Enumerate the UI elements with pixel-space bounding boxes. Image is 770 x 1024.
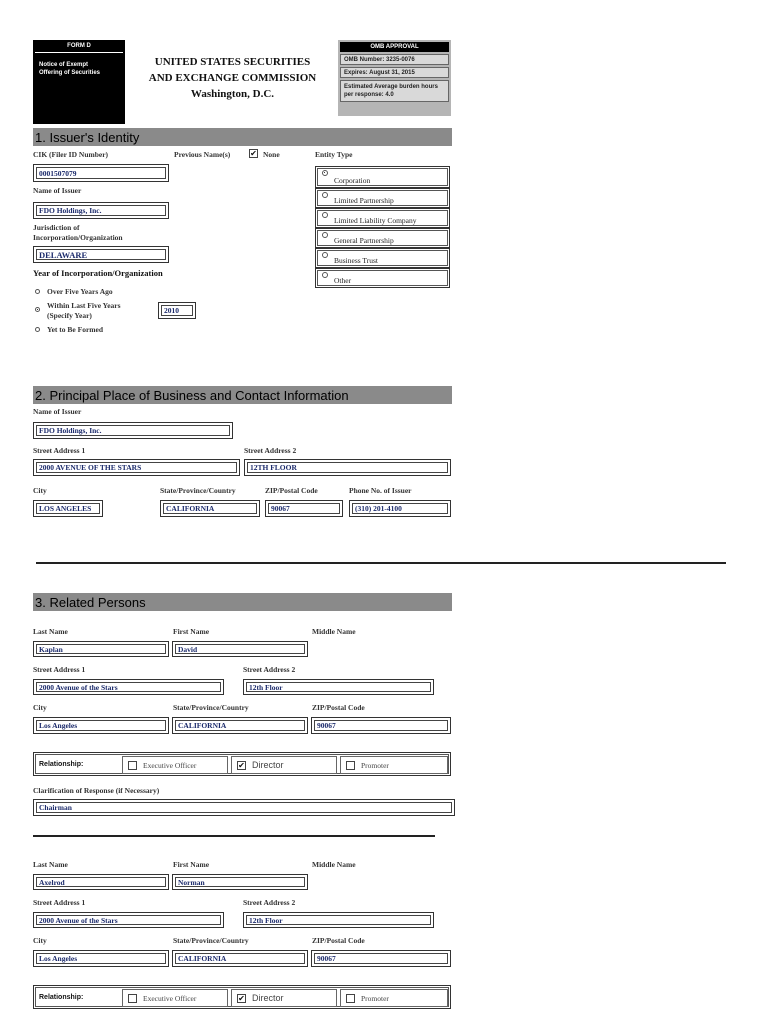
p1-street2-field[interactable]: 12th Floor <box>243 679 434 695</box>
p1-exec-checkbox[interactable] <box>128 761 137 770</box>
entity-limited-partnership[interactable]: Limited Partnership <box>315 188 450 208</box>
none-label: None <box>263 150 280 159</box>
jurisdiction-label-1: Jurisdiction of <box>33 223 80 232</box>
agency-title-2: AND EXCHANGE COMMISSION <box>148 72 317 84</box>
omb-approval-box <box>338 40 451 116</box>
p2-exec-checkbox[interactable] <box>128 994 137 1003</box>
s2-phone-field[interactable]: (310) 201-4100 <box>349 500 451 517</box>
check-icon: ✔ <box>238 994 245 1003</box>
p1-city-label: City <box>33 703 47 712</box>
none-checkbox[interactable] <box>249 149 258 158</box>
p2-street2-label: Street Address 2 <box>243 898 296 907</box>
radio-business-trust[interactable] <box>322 252 328 258</box>
radio-other[interactable] <box>322 272 328 278</box>
p1-first-label: First Name <box>173 627 210 636</box>
issuer-name-field[interactable]: FDO Holdings, Inc. <box>33 202 169 219</box>
radio-limited-partnership[interactable] <box>322 192 328 198</box>
s2-issuer-name-label: Name of Issuer <box>33 407 82 416</box>
p1-first-field[interactable]: David <box>172 641 308 657</box>
p2-street1-label: Street Address 1 <box>33 898 86 907</box>
cik-label: CIK (Filer ID Number) <box>33 150 109 159</box>
year-label: Year of Incorporation/Organization <box>33 268 163 278</box>
radio-llc[interactable] <box>322 212 328 218</box>
p2-relationship-label: Relationship: <box>39 994 84 1001</box>
within-five-years-label: Within Last Five Years <box>47 301 121 310</box>
entity-llc[interactable]: Limited Liability Company <box>315 208 450 228</box>
p1-zip-field[interactable]: 90067 <box>311 717 451 734</box>
p2-state-field[interactable]: CALIFORNIA <box>172 950 308 967</box>
p2-street1-field[interactable]: 2000 Avenue of the Stars <box>33 912 224 928</box>
p2-last-label: Last Name <box>33 860 68 869</box>
agency-title-1: UNITED STATES SECURITIES <box>154 56 311 68</box>
s2-street1-field[interactable]: 2000 AVENUE OF THE STARS <box>33 459 240 476</box>
p2-promoter-checkbox[interactable] <box>346 994 355 1003</box>
p2-zip-label: ZIP/Postal Code <box>312 936 365 945</box>
divider-line <box>36 562 726 564</box>
p2-director-cell[interactable]: ✔ Director <box>231 989 337 1007</box>
radio-corporation[interactable] <box>322 170 328 176</box>
s2-city-label: City <box>33 486 47 495</box>
p2-middle-label: Middle Name <box>312 860 356 869</box>
p1-last-field[interactable]: Kaplan <box>33 641 169 657</box>
p1-director-checkbox[interactable] <box>237 761 246 770</box>
omb-number: OMB Number: 3235-0076 <box>340 54 449 65</box>
check-icon: ✔ <box>238 761 245 770</box>
form-label: FORM D <box>67 43 91 49</box>
p1-director-cell[interactable]: ✔ Director <box>231 756 337 774</box>
s2-issuer-name-field[interactable]: FDO Holdings, Inc. <box>33 422 233 439</box>
specify-year-label: (Specify Year) <box>47 311 92 320</box>
s2-phone-label: Phone No. of Issuer <box>349 486 412 495</box>
p2-first-field[interactable]: Norman <box>172 874 308 890</box>
issuer-name-label: Name of Issuer <box>33 186 82 195</box>
s2-state-label: State/Province/Country <box>160 486 236 495</box>
notice-line-1: Notice of Exempt <box>39 62 89 68</box>
jurisdiction-field[interactable]: DELAWARE <box>33 246 169 263</box>
radio-over-five-years[interactable] <box>35 289 40 294</box>
p1-last-label: Last Name <box>33 627 68 636</box>
p1-street2-label: Street Address 2 <box>243 665 296 674</box>
p1-relationship-box <box>33 752 451 776</box>
s2-city-field[interactable]: LOS ANGELES <box>33 500 103 517</box>
p1-city-field[interactable]: Los Angeles <box>33 717 169 734</box>
s2-zip-label: ZIP/Postal Code <box>265 486 318 495</box>
p2-first-label: First Name <box>173 860 210 869</box>
form-d-box <box>33 40 125 124</box>
entity-corporation[interactable]: Corporation <box>315 166 450 188</box>
entity-general-partnership[interactable]: General Partnership <box>315 228 450 248</box>
omb-expires: Expires: August 31, 2015 <box>340 67 449 78</box>
p1-clarification-field[interactable]: Chairman <box>33 799 455 816</box>
person-divider <box>33 835 435 837</box>
p2-last-field[interactable]: Axelrod <box>33 874 169 890</box>
cik-field[interactable]: 0001507079 <box>33 164 169 182</box>
p1-middle-label: Middle Name <box>312 627 356 636</box>
p2-promoter-cell[interactable]: Promoter <box>340 989 448 1007</box>
p1-state-field[interactable]: CALIFORNIA <box>172 717 308 734</box>
radio-within-five-years[interactable] <box>35 307 40 312</box>
entity-other[interactable]: Other <box>315 268 450 288</box>
radio-general-partnership[interactable] <box>322 232 328 238</box>
p2-zip-field[interactable]: 90067 <box>311 950 451 967</box>
p1-state-label: State/Province/Country <box>173 703 249 712</box>
p1-promoter-cell[interactable]: Promoter <box>340 756 448 774</box>
s2-street2-field[interactable]: 12TH FLOOR <box>244 459 451 476</box>
p1-relationship-label: Relationship: <box>39 761 84 768</box>
s2-street2-label: Street Address 2 <box>244 446 297 455</box>
s2-zip-field[interactable]: 90067 <box>265 500 343 517</box>
p1-zip-label: ZIP/Postal Code <box>312 703 365 712</box>
check-icon: ✔ <box>250 149 257 158</box>
s2-street1-label: Street Address 1 <box>33 446 86 455</box>
notice-line-2: Offering of Securities <box>39 70 101 76</box>
omb-title: OMB APPROVAL <box>340 42 449 52</box>
p1-exec-cell[interactable]: Executive Officer <box>122 756 228 774</box>
p2-street2-field[interactable]: 12th Floor <box>243 912 434 928</box>
p1-clarification-label: Clarification of Response (if Necessary) <box>33 786 160 795</box>
entity-type-label: Entity Type <box>315 150 353 159</box>
previous-names-label: Previous Name(s) <box>174 150 231 159</box>
p1-promoter-checkbox[interactable] <box>346 761 355 770</box>
entity-business-trust[interactable]: Business Trust <box>315 248 450 268</box>
section-2-title: 2. Principal Place of Business and Contact Information <box>33 386 452 404</box>
jurisdiction-label-2: Incorporation/Organization <box>33 233 123 242</box>
over-five-years-label: Over Five Years Ago <box>47 287 113 296</box>
agency-title-3: Washington, D.C. <box>190 88 275 100</box>
section-1-title: 1. Issuer's Identity <box>33 128 452 146</box>
p2-city-label: City <box>33 936 47 945</box>
p1-street1-field[interactable]: 2000 Avenue of the Stars <box>33 679 224 695</box>
radio-yet-to-be-formed[interactable] <box>35 327 40 332</box>
omb-burden: Estimated Average burden hours per response: 4.0 <box>340 80 449 102</box>
p2-state-label: State/Province/Country <box>173 936 249 945</box>
p2-director-checkbox[interactable] <box>237 994 246 1003</box>
p2-relationship-box <box>33 985 451 1009</box>
s2-state-field[interactable]: CALIFORNIA <box>160 500 260 517</box>
section-3-title: 3. Related Persons <box>33 593 452 611</box>
p2-city-field[interactable]: Los Angeles <box>33 950 169 967</box>
yet-to-be-formed-label: Yet to Be Formed <box>47 325 104 334</box>
year-field[interactable]: 2010 <box>158 302 196 319</box>
p2-exec-cell[interactable]: Executive Officer <box>122 989 228 1007</box>
p1-street1-label: Street Address 1 <box>33 665 86 674</box>
